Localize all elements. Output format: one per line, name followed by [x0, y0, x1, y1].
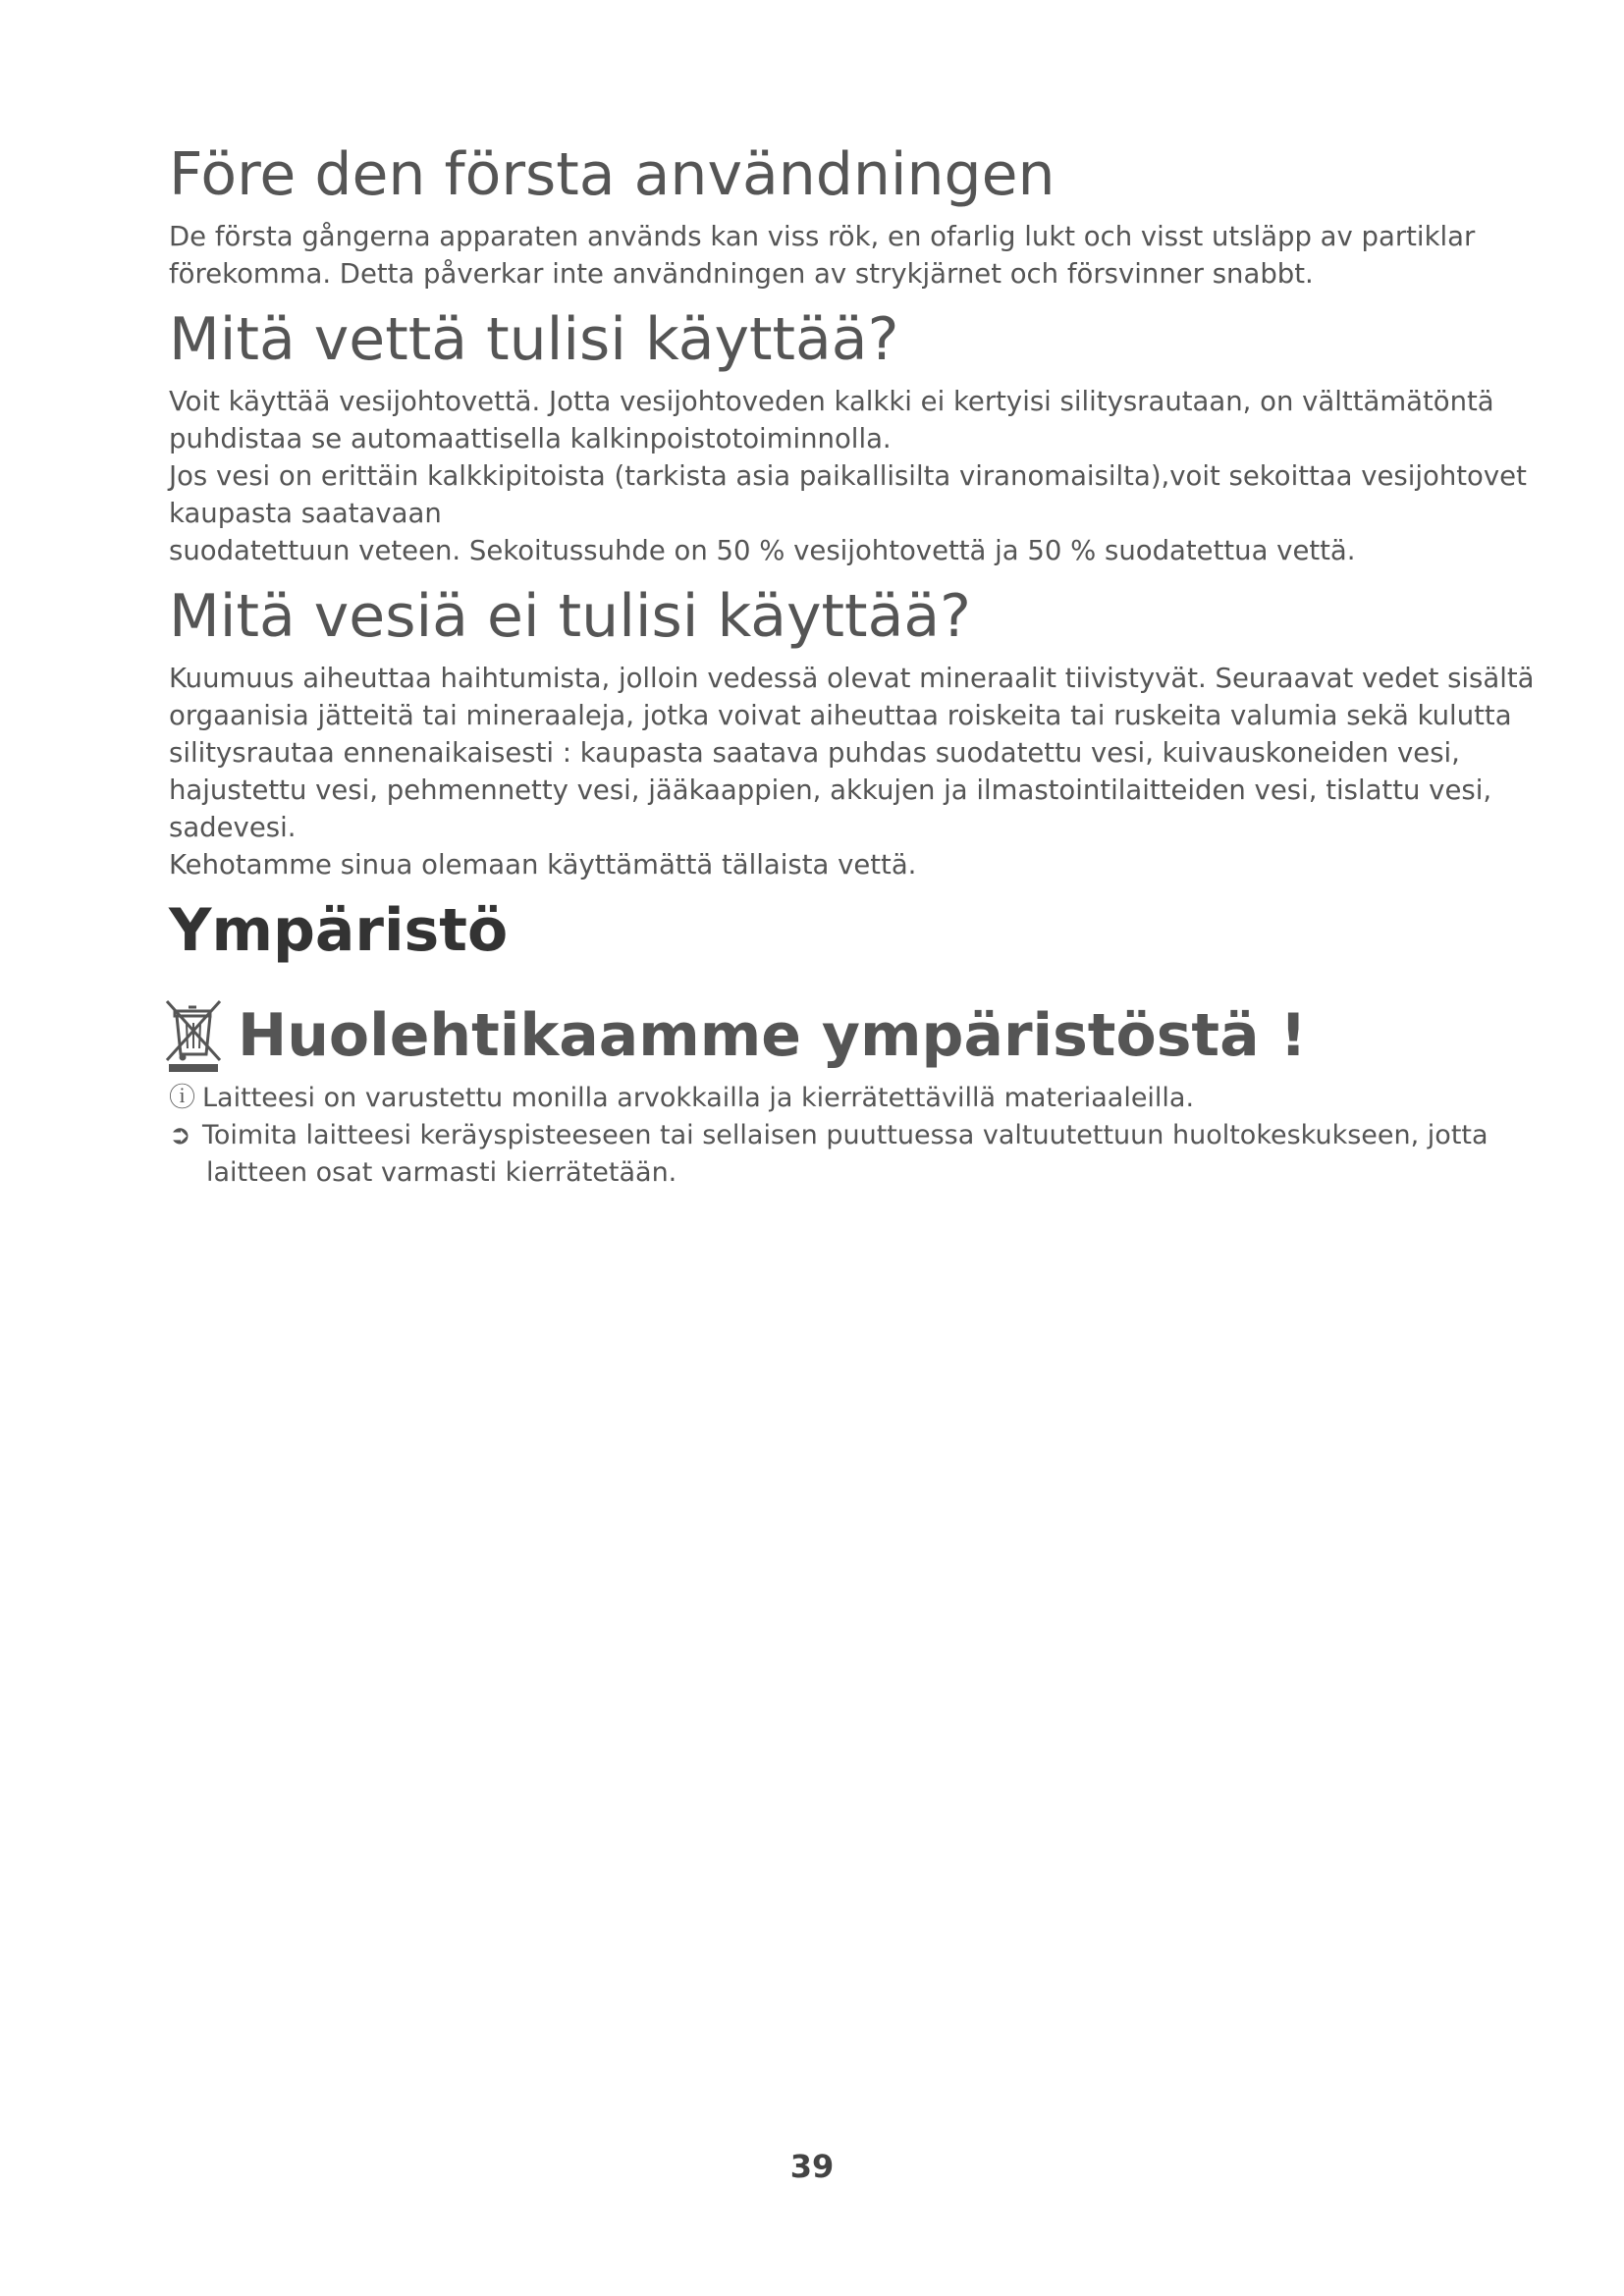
paragraph-line: orgaanisia jätteitä tai mineraaleja, jotka voivat aiheuttaa roiskeita tai ruskeita valumia sekä kulutta — [169, 700, 1512, 731]
section-title: Mitä vesiä ei tulisi käyttää? — [169, 582, 971, 651]
section-which-not — [169, 579, 1583, 883]
section-environment — [169, 893, 1583, 1192]
paragraph-line: hajustettu vesi, pehmennetty vesi, jääkaappien, akkujen ja ilmastointilaitteiden vesi, tislattu vesi, — [169, 774, 1492, 806]
info-bullet — [169, 1080, 1583, 1117]
info-text: Laitteesi on varustettu monilla arvokkailla ja kierrätettävillä materiaaleilla. — [202, 1083, 1195, 1113]
section-title: Före den första användningen — [169, 140, 1056, 209]
crossed-out-wheelie-bin-icon — [163, 997, 224, 1074]
section-title: Mitä vettä tulisi käyttää? — [169, 305, 899, 374]
paragraph-line: kaupasta saatavaan — [169, 498, 442, 529]
paragraph-line: suodatettuun veteen. Sekoitussuhde on 50 % vesijohtovettä ja 50 % suodatettua vettä. — [169, 535, 1356, 566]
action-text-continued: laitteen osat varmasti kierrätetään. — [206, 1157, 677, 1188]
action-bullet — [169, 1117, 1583, 1154]
section-which-water — [169, 302, 1583, 569]
paragraph-line: Jos vesi on erittäin kalkkipitoista (tarkista asia paikallisilta viranomaisilta),voit sekoittaa vesijohtovet — [169, 460, 1527, 492]
paragraph-line: Voit käyttää vesijohtovettä. Jotta vesijohtoveden kalkki ei kertyisi silitysrautaan, on välttämätöntä — [169, 386, 1494, 417]
paragraph-line: Kehotamme sinua olemaan käyttämättä tällaista vettä. — [169, 849, 917, 881]
section-title: Ympäristö — [169, 896, 509, 965]
paragraph-line: Kuumuus aiheuttaa haihtumista, jolloin vedessä olevat mineraalit tiivistyvät. Seuraavat vedet sisältä — [169, 663, 1535, 694]
paragraph-line: puhdistaa se automaattisella kalkinpoistotoiminnolla. — [169, 423, 892, 454]
environment-subheading — [169, 997, 1583, 1074]
paragraph-line: sadevesi. — [169, 812, 297, 843]
paragraph-line: De första gångerna apparaten används kan viss rök, en ofarlig lukt och visst utsläpp av partiklar — [169, 221, 1476, 252]
paragraph-line: silitysrautaa ennenaikaisesti : kaupasta saatava puhdas suodatettu vesi, kuivauskoneiden vesi, — [169, 737, 1460, 769]
action-text: Toimita laitteesi keräyspisteeseen tai sellaisen puuttuessa valtuutettuun huoltokeskukseen, jotta — [202, 1120, 1489, 1150]
arrow-right-circle-icon: ➲ — [169, 1120, 191, 1150]
page-number: 39 — [789, 2148, 835, 2185]
paragraph-line: förekomma. Detta påverkar inte användningen av strykjärnet och försvinner snabbt. — [169, 258, 1314, 290]
page-content — [169, 137, 1583, 1192]
info-circle-icon: ⓘ — [169, 1083, 195, 1113]
section-first-use — [169, 137, 1583, 293]
environment-subtitle: Huolehtikaamme ympäristöstä ! — [238, 1001, 1307, 1070]
